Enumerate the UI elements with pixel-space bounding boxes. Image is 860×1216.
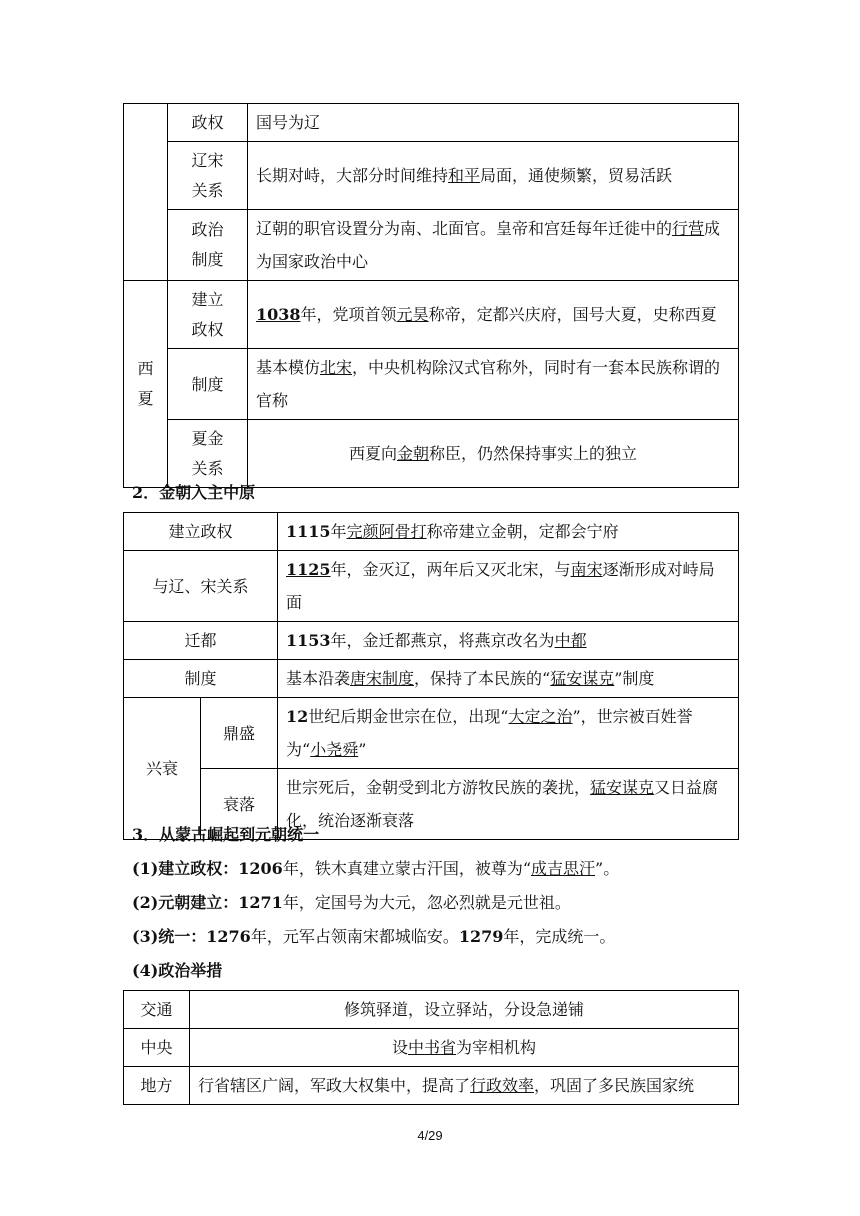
row-label: 迁都 (124, 622, 278, 660)
row-label: 辽宋 关系 (168, 142, 248, 210)
liao-xixia-table (123, 103, 739, 488)
row-label: 建立 政权 (168, 281, 248, 349)
row-label: 地方 (124, 1067, 190, 1105)
table-row (124, 1067, 739, 1105)
text-line: (4)政治举措 (132, 961, 223, 980)
table-row (124, 349, 739, 420)
table-row (124, 1029, 739, 1067)
row-label: 交通 (124, 991, 190, 1029)
row-content: 1125年，金灭辽，两年后又灭北宋，与南宋逐渐形成对峙局面 (278, 551, 739, 622)
row-content: 基本沿袭唐宋制度，保持了本民族的“猛安谋克”制度 (278, 660, 739, 698)
text-line: (3)统一：1276年，元军占领南宋都城临安。1279年，完成统一。 (132, 927, 616, 946)
page-number: 4/29 (417, 1128, 443, 1143)
table-row (124, 622, 739, 660)
table-row (124, 104, 739, 142)
row-content: 国号为辽 (248, 104, 739, 142)
text-line: (2)元朝建立：1271年，定国号为大元，忽必烈就是元世祖。 (132, 893, 571, 912)
row-label: 政治 制度 (168, 210, 248, 281)
row-label: 制度 (124, 660, 278, 698)
text-line: (1)建立政权：1206年，铁木真建立蒙古汗国，被尊为“成吉思汗”。 (132, 859, 620, 878)
row-label: 与辽、宋关系 (124, 551, 278, 622)
row-content: 辽朝的职官设置分为南、北面官。皇帝和宫廷每年迁徙中的行营成为国家政治中心 (248, 210, 739, 281)
row-content: 基本模仿北宋，中央机构除汉式官称外，同时有一套本民族称谓的官称 (248, 349, 739, 420)
xixia-group-label: 西 夏 (124, 281, 168, 488)
yuan-measures-table (123, 990, 739, 1105)
row-content: 12世纪后期金世宗在位，出现“大定之治”，世宗被百姓誉为“小尧舜” (278, 698, 739, 769)
row-label: 建立政权 (124, 513, 278, 551)
table-row (124, 660, 739, 698)
row-label: 夏金 关系 (168, 420, 248, 488)
table-row (124, 698, 739, 769)
row-content: 行省辖区广阔，军政大权集中，提高了行政效率，巩固了多民族国家统 (190, 1067, 739, 1105)
table-row (124, 420, 739, 488)
table-row (124, 210, 739, 281)
table-row (124, 142, 739, 210)
table-row (124, 551, 739, 622)
row-label: 中央 (124, 1029, 190, 1067)
row-label: 鼎盛 (201, 698, 278, 769)
row-label: 政权 (168, 104, 248, 142)
table-row (124, 281, 739, 349)
row-content: 西夏向金朝称臣，仍然保持事实上的独立 (248, 420, 739, 488)
section-heading-yuan: 3．从蒙古崛起到元朝统一 (132, 825, 320, 844)
row-content: 修筑驿道，设立驿站，分设急递铺 (190, 991, 739, 1029)
row-content: 世宗死后，金朝受到北方游牧民族的袭扰，猛安谋克又日益腐化，统治逐渐衰落 (278, 769, 739, 840)
table-row (124, 513, 739, 551)
row-label: 制度 (168, 349, 248, 420)
liao-group-cell (124, 104, 168, 281)
row-content: 长期对峙，大部分时间维持和平局面，通使频繁，贸易活跃 (248, 142, 739, 210)
row-content: 设中书省为宰相机构 (190, 1029, 739, 1067)
section-heading-jin: 2．金朝入主中原 (132, 483, 256, 502)
row-content: 1153年，金迁都燕京，将燕京改名为中都 (278, 622, 739, 660)
xingshuai-label: 兴衰 (124, 698, 201, 840)
row-content: 1038年，党项首领元昊称帝，定都兴庆府，国号大夏，史称西夏 (248, 281, 739, 349)
row-content: 1115年完颜阿骨打称帝建立金朝，定都会宁府 (278, 513, 739, 551)
jin-table (123, 512, 739, 840)
row-label: 衰落 (201, 769, 278, 840)
table-row (124, 991, 739, 1029)
